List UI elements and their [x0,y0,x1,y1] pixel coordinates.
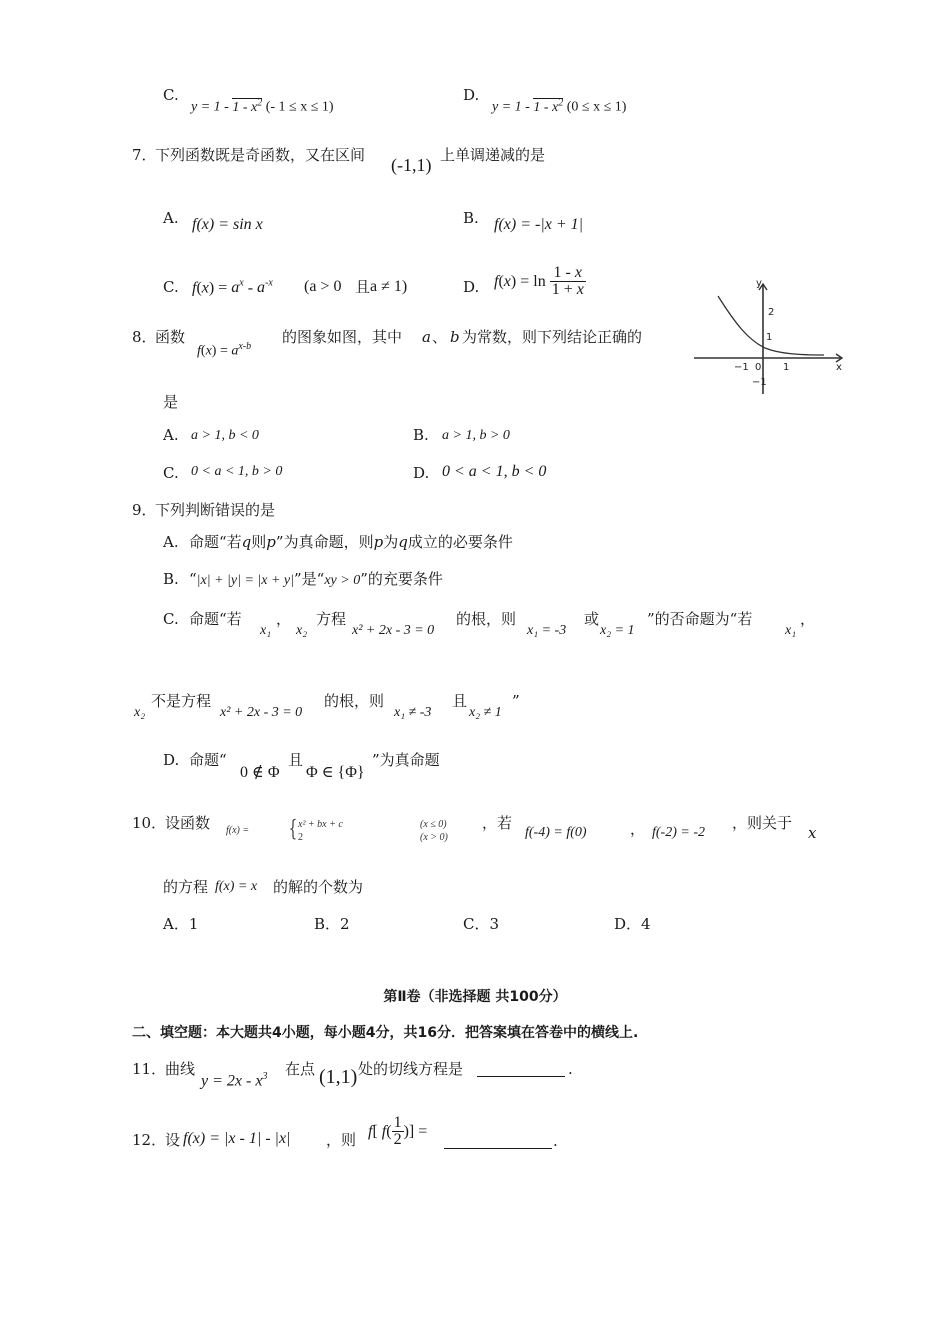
q10-equation: f(x) = x [215,879,258,894]
q8-sep: 、 [432,328,448,346]
q9-option-d-label: D. [163,751,180,769]
q9-text: 下列判断错误的是 [155,501,276,519]
q7-option-c-label: C. [163,278,179,296]
q12-answer-blank[interactable] [444,1134,552,1149]
q9-c-equation: x² + 2x - 3 = 0 [352,623,435,638]
q8-option-b-label: B. [413,426,429,444]
q8-option-a: a > 1, b < 0 [191,428,259,443]
q9-c-root-2: x₂ = 1 [600,623,635,638]
q12-expression: f[ f( $\frac{1}{2}$ )] = [368,1114,428,1148]
q9-number: 9． [132,501,157,519]
q9-a-q: q [241,533,252,551]
q9-d-2: ”为真命题 [372,751,440,769]
q10-option-c: C．3 [463,915,500,933]
q8-option-a-label: A. [163,426,179,444]
q7-option-d-label: D. [463,278,480,296]
q9-c-x1b: x₁ [785,623,797,638]
q8-option-b: a > 1, b > 0 [442,428,510,443]
q9-a-q2: q [398,533,408,551]
q9-d-formula-2: Φ ∈ {Φ} [306,764,365,781]
q9-c-1: 命题“若 [189,610,242,628]
q6-option-d-label: D. [463,86,480,104]
q12-number: 12． [132,1131,167,1149]
q9-c2-equation: x² + 2x - 3 = 0 [220,705,303,720]
q9-c-or: 或 [584,610,600,628]
q8-graph [690,278,850,398]
q8-number: 8． [132,328,157,346]
q8-text-c: 为常数，则下列结论正确的 [462,328,643,346]
q11-text-c: 处的切线方程是 [358,1060,464,1078]
part2-title: 第Ⅱ卷（非选择题 共100分） [383,989,567,1005]
q7-option-d-formula: f(x) = ln $\frac{1 - x}{1 + x}$ [494,264,584,298]
q10-option-a: A．1 [163,915,199,933]
q9-b-3: ”的充要条件 [360,570,443,588]
q10-text-d: 的方程 [163,878,209,896]
q9-c-3: 的根，则 [456,610,517,628]
q8-graph-x-label: x [836,362,842,373]
q10-text-a: 设函数 [165,814,211,832]
q11-answer-blank[interactable] [477,1062,565,1077]
q9-d-and: 且 [288,751,304,769]
q9-b-formula-2: xy > 0 [324,573,361,588]
q9-c-comma: ， [276,610,292,628]
q7-option-b-label: B. [463,209,479,227]
q7-option-c-formula: $f(x) = a^x - a^{-x}$ [192,278,273,297]
q9-a-4: 为 [383,533,399,551]
q10-number: 10． [132,814,167,832]
q8-graph-tick-2: 2 [768,307,775,318]
q11-function: $y = 2x - x^3$ [201,1071,268,1090]
q10-cond-2: (x > 0) [420,832,448,843]
q7-number: 7． [132,146,157,164]
q8-graph-y-label: y [756,278,762,289]
q11-number: 11． [132,1060,167,1078]
q10-cond-f1: f(-4) = f(0) [525,825,587,840]
q8-text-d: 是 [163,393,179,411]
q9-a-5: 成立的必要条件 [407,533,513,551]
q7-text-a: 下列函数既是奇函数，又在区间 [155,146,366,164]
q9-c-2: 方程 [316,610,347,628]
q9-a-1: 命题“若 [189,533,242,551]
q10-option-d: D．4 [614,915,651,933]
q7-option-c-cond-mid: 且 [355,278,371,296]
q7-option-a: f(x) = sin x [192,216,263,233]
q7-option-c-cond-post: a ≠ 1) [370,278,408,295]
q9-c2-1: 不是方程 [151,692,212,710]
q9-b-formula-1: |x| + |y| = |x + y| [196,573,294,588]
q8-option-d-label: D. [413,464,430,482]
q9-b-2: ”是“ [293,570,325,588]
q7-interval: (-1,1) [391,155,432,175]
q10-piece-1: x² + bx + c [298,819,343,830]
part2-section-heading: 二、填空题：本大题共4小题，每小题4分，共16分．把答案填在答卷中的横线上. [132,1025,639,1041]
q9-option-b [189,572,443,588]
q9-d-1: 命题“ [189,751,227,769]
q8-function: $f(x) = a^{x-b}$ [197,341,252,359]
q10-text-e: 的解的个数为 [273,878,364,896]
q9-d-formula-1: 0 ∉ Φ [240,764,280,781]
q10-piece-2: 2 [298,832,303,843]
q9-a-2: 则 [251,533,267,551]
q9-option-b-label: B. [163,570,179,588]
q10-brace: { [288,817,298,842]
q11-text-b: 在点 [285,1060,316,1078]
q9-a-p: p [266,533,276,551]
q12-text-a: 设 [165,1131,181,1149]
q12-end: . [553,1132,558,1150]
q9-c-x1: x₁ [260,623,272,638]
q9-option-a-label: A. [163,533,179,551]
q6-option-c-label: C. [163,86,179,104]
q12-text-b: ，则 [326,1131,357,1149]
q8-graph-tick-neg1y: −1 [752,377,767,388]
q8-text-b: 的图象如图，其中 [282,328,403,346]
q7-option-b: f(x) = -|x + 1| [494,216,584,233]
q8-text-a: 函数 [155,328,186,346]
q9-c2-and: 且 [452,692,468,710]
q9-c-comma-2: ， [800,610,816,628]
q9-c-root-1: x₁ = -3 [527,623,567,638]
q10-comma: ， [630,820,646,838]
q8-var-a: a [422,328,431,346]
q9-c2-2: 的根，则 [324,692,385,710]
q11-text-a: 曲线 [165,1060,196,1078]
q9-c2-end: ” [512,692,520,710]
q8-graph-tick-1x: 1 [783,362,790,373]
q12-function: f(x) = |x - 1| - |x| [183,1130,291,1147]
q9-c2-root-1: x₁ ≠ -3 [394,705,432,720]
q9-a-3: ”为真命题，则 [275,533,374,551]
q8-option-c: 0 < a < 1, b > 0 [191,464,283,479]
q9-c-4: ”的否命题为“若 [647,610,753,628]
q10-text-c: ，则关于 [732,814,793,832]
q8-graph-tick-1y: 1 [766,332,773,343]
q8-graph-origin: 0 [755,362,762,373]
q8-option-c-label: C. [163,464,179,482]
q6-option-c-formula: $y = 1 - 1 - x^2$ (- 1 ≤ x ≤ 1) [191,97,334,115]
q10-option-b: B．2 [314,915,350,933]
q9-c2-root-2: x₂ ≠ 1 [469,705,502,720]
q9-c2-x2: x₂ [134,705,146,720]
q8-graph-tick-neg1x: −1 [734,362,749,373]
q7-text-b: 上单调递减的是 [440,146,546,164]
q7-option-c-cond-pre: (a > 0 [304,278,342,295]
q10-fx: f(x) = [226,825,250,836]
q7-option-a-label: A. [163,209,179,227]
q8-var-b: b [450,328,460,346]
q9-option-a [189,535,513,550]
q10-text-b: ，若 [482,814,513,832]
q6-option-d-formula: $y = 1 - 1 - x^2$ (0 ≤ x ≤ 1) [492,97,627,115]
q9-c-x2: x₂ [296,623,308,638]
q11-end: . [568,1060,573,1078]
q10-cond-f2: f(-2) = -2 [652,825,705,840]
q11-point: (1,1) [319,1066,358,1088]
q10-var-x: x [808,824,817,842]
q9-b-1: “ [189,570,197,588]
q10-cond-1: (x ≤ 0) [420,819,447,830]
q8-option-d: 0 < a < 1, b < 0 [442,463,547,480]
q9-a-p2: p [373,533,384,551]
q9-option-c-label: C. [163,610,179,628]
